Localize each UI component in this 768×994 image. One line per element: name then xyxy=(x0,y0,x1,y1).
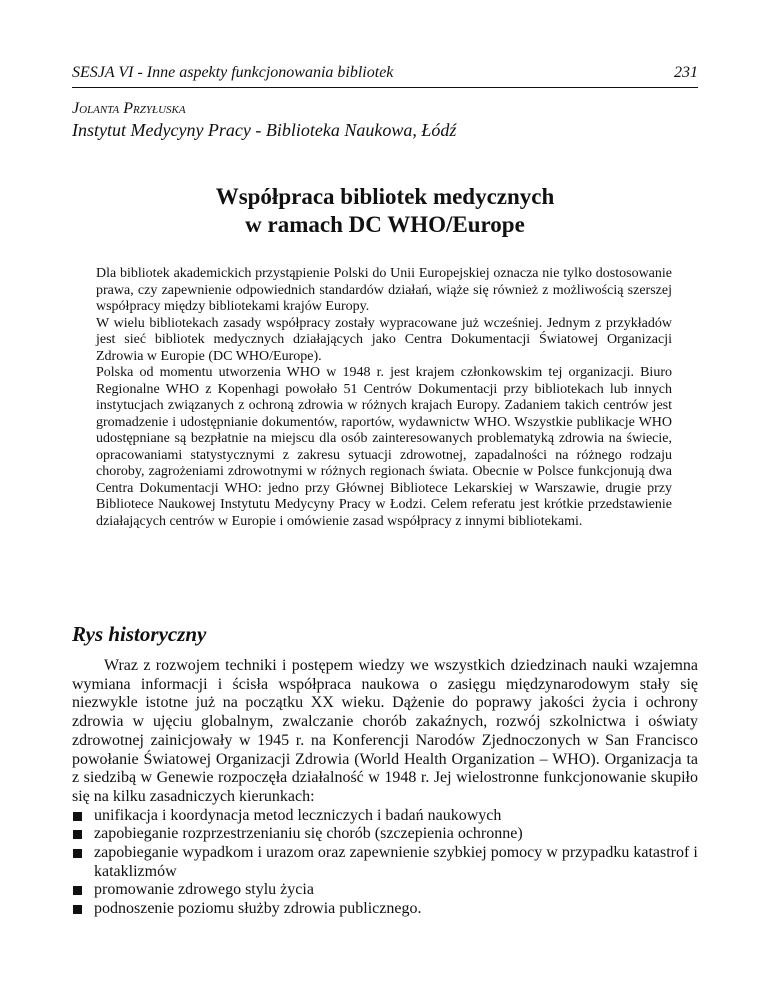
bullet-item xyxy=(72,807,698,826)
square-bullet-icon xyxy=(73,830,82,839)
title-line-1: Współpraca bibliotek medycznych xyxy=(215,184,555,209)
section-heading: Rys historyczny xyxy=(72,622,207,646)
bullet-text: unifikacja i koordynacja metod leczniczych i badań naukowych xyxy=(94,806,502,824)
title-line-2: w ramach DC WHO/Europe xyxy=(245,212,525,237)
section-body xyxy=(72,657,698,919)
abstract xyxy=(96,266,672,530)
bullet-text: podnoszenie poziomu służby zdrowia publicznego. xyxy=(94,900,422,918)
bullet-text: zapobieganie wypadkom i urazom oraz zapewnienie szybkiej pomocy w przypadku katastrof i kataklizmów xyxy=(94,844,698,880)
bullet-item xyxy=(72,844,698,881)
header-divider xyxy=(72,87,698,88)
bullet-text: zapobieganie rozprzestrzenianiu się chorób (szczepienia ochronne) xyxy=(94,825,523,843)
bullet-item xyxy=(72,900,698,919)
running-title: SESJA VI - Inne aspekty funkcjonowania bibliotek xyxy=(72,64,394,81)
abstract-paragraph: W wielu bibliotekach zasady współpracy zostały wypracowane już wcześniej. Jednym z przykładów jest sieć bibliotek medycznych działających jako Centra Dokumentacji Światowej Organizacji Zdrowia w Europie (DC WHO/Europe). xyxy=(96,315,672,364)
body-paragraph: Wraz z rozwojem techniki i postępem wiedzy we wszystkich dziedzinach nauki wzajemna wymiana informacji i ścisła współpraca naukowa o zasięgu międzynarodowym stały się niezwykle istotne już na początku XX wieku. Dążenie do poprawy jakości życia i ochrony zdrowia w ujęciu globalnym, zwalczanie chorób zakaźnych, rozwój szkolnictwa i oświaty zdrowotnej zainicjowały w 1945 r. na Konferencji Narodów Zjednoczonych w San Francisco powołanie Światowej Organizacji Zdrowia (World Health Organization – WHO). Organizacja ta z siedzibą w Genewie rozpoczęła działalność w 1948 r. Jej wielostronne funkcjonowanie skupiło się na kilku zasadniczych kierunkach: xyxy=(72,657,698,805)
square-bullet-icon xyxy=(73,849,82,858)
bullet-text: promowanie zdrowego stylu życia xyxy=(94,881,314,899)
page-number: 231 xyxy=(674,64,698,81)
square-bullet-icon xyxy=(73,905,82,914)
running-header xyxy=(72,64,698,82)
square-bullet-icon xyxy=(73,812,82,821)
bullet-list xyxy=(72,807,698,919)
square-bullet-icon xyxy=(73,886,82,895)
bullet-item xyxy=(72,825,698,844)
abstract-paragraph: Dla bibliotek akademickich przystąpienie Polski do Unii Europejskiej oznacza nie tylko dostosowanie prawa, czy zapewnienie odpowiednich standardów działań, wiąże się również z możliwością szerszej współpracy między bibliotekami krajów Europy. xyxy=(96,266,672,314)
bullet-item xyxy=(72,881,698,900)
abstract-paragraph: Polska od momentu utworzenia WHO w 1948 r. jest krajem członkowskim tej organizacji. Biuro Regionalne WHO z Kopenhagi powołało 51 Centrów Dokumentacji przy bibliotekach lub innych instytucjach związanych z ochroną zdrowia w różnych krajach Europy. Zadaniem takich centrów jest gromadzenie i udostępnianie dokumentów, raportów, wydawnictw WHO. Wszystkie publikacje WHO udostępniane są bezpłatnie na miejscu dla osób zainteresowanych problematyką zdrowia na świecie, opracowaniami statystycznymi z zakresu sytuacji zdrowotnej, zapadalności na różnego rodzaju choroby, zagrożeniami zdrowotnymi w różnych regionach świata. Obecnie w Polsce funkcjonują dwa Centra Dokumentacji WHO: jedno przy Głównej Bibliotece Lekarskiej w Warszawie, drugie przy Bibliotece Naukowej Instytutu Medycyny Pracy w Łodzi. Celem referatu jest krótkie przedstawienie działających centrów w Europie i omówienie zasad współpracy z innymi bibliotekami. xyxy=(96,365,672,529)
author-affiliation: Instytut Medycyny Pracy - Biblioteka Naukowa, Łódź xyxy=(72,120,457,140)
article-title xyxy=(72,183,698,239)
author-name: Jolanta Przyłuska xyxy=(72,100,186,117)
